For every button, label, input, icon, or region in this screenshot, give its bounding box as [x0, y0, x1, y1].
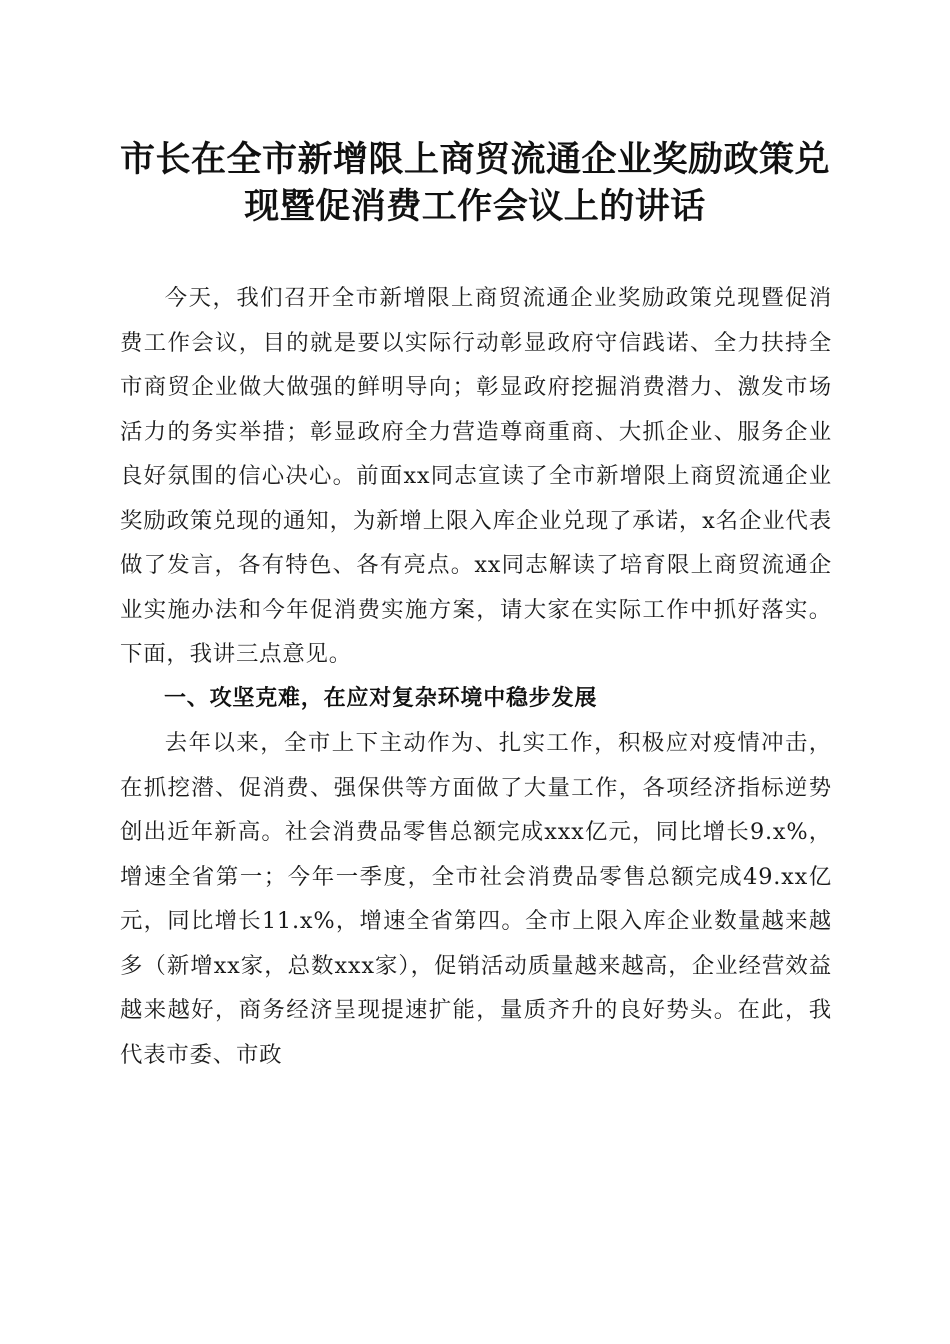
opening-paragraph: 今天，我们召开全市新增限上商贸流通企业奖励政策兑现暨促消费工作会议，目的就是要以实际行动彰显政府守信践诺、全力扶持全市商贸企业做大做强的鲜明导向；彰显政府挖掘消费潜力、激发市场活力的务实举措；彰显政府全力营造尊商重商、大抓企业、服务企业良好氛围的信心决心。前面xx同志宣读了全市新增限上商贸流通企业奖励政策兑现的通知，为新增上限入库企业兑现了承诺，x名企业代表做了发言，各有特色、各有亮点。xx同志解读了培育限上商贸流通企业实施办法和今年促消费实施方案，请大家在实际工作中抓好落实。下面，我讲三点意见。 — [120, 285, 832, 667]
title-line-1: 市长在全市新增限上商贸流通企业奖励政策兑 — [119, 139, 830, 180]
section-1-paragraph: 去年以来，全市上下主动作为、扎实工作，积极应对疫情冲击，在抓挖潜、促消费、强保供等方面做了大量工作，各项经济指标逆势创出近年新高。社会消费品零售总额完成xxx亿元，同比增长9.x%，增速全省第一；今年一季度，全市社会消费品零售总额完成49.xx亿元，同比增长11.x%，增速全省第四。全市上限入库企业数量越来越多（新增xx家，总数xxx家），促销活动质量越来越高，企业经营效益越来越好，商务经济呈现提速扩能，量质齐升的良好势头。在此，我代表市委、市政 — [120, 730, 832, 1068]
section-heading-1: 一、攻坚克难，在应对复杂环境中稳步发展 — [164, 685, 598, 711]
document-body — [120, 276, 832, 1077]
title-line-2: 现暨促消费工作会议上的讲话 — [244, 186, 706, 227]
document-title — [110, 136, 840, 230]
